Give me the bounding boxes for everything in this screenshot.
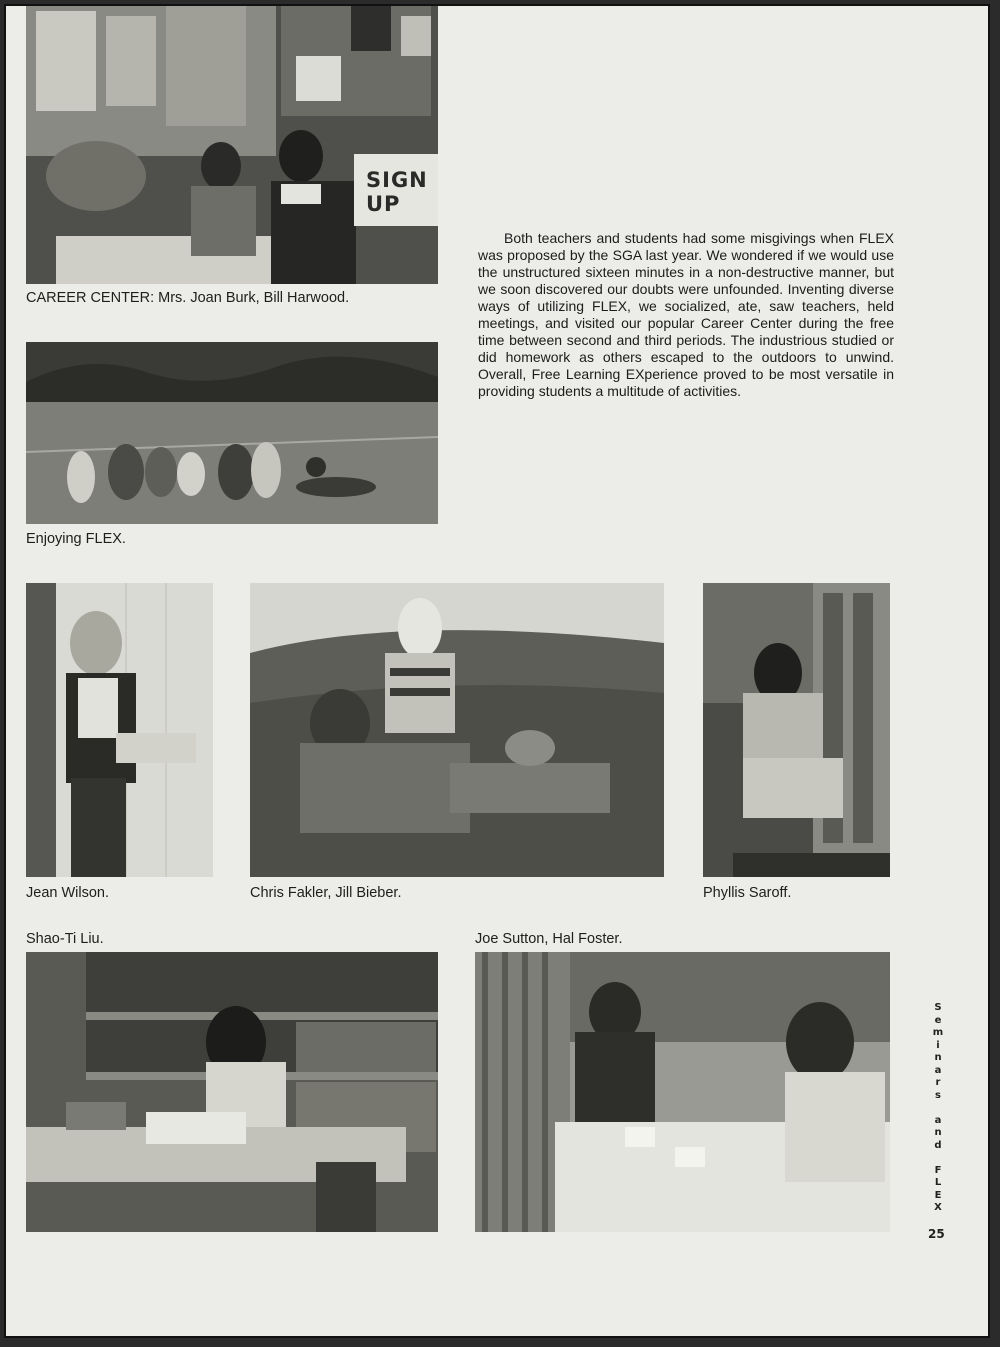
yearbook-page bbox=[4, 4, 990, 1338]
joe-hal-photo bbox=[475, 952, 890, 1232]
section-label: S e m i n a r s a n d F L E X bbox=[932, 1002, 944, 1213]
chris-jill-caption: Chris Fakler, Jill Bieber. bbox=[250, 885, 402, 901]
page-number: 25 bbox=[928, 1227, 945, 1241]
phyllis-saroff-photo bbox=[703, 583, 890, 877]
joe-hal-caption: Joe Sutton, Hal Foster. bbox=[475, 931, 623, 947]
shao-ti-liu-caption: Shao-Ti Liu. bbox=[26, 931, 104, 947]
sign-up-sign: SIGN UP bbox=[366, 168, 428, 216]
jean-wilson-photo bbox=[26, 583, 213, 877]
career-center-caption: CAREER CENTER: Mrs. Joan Burk, Bill Harwood. bbox=[26, 290, 350, 306]
enjoying-flex-caption: Enjoying FLEX. bbox=[26, 531, 126, 547]
career-center-photo bbox=[26, 6, 438, 284]
shao-ti-liu-photo bbox=[26, 952, 438, 1232]
article-text: Both teachers and students had some misgivings when FLEX was proposed by the SGA last year. We wondered if we would use the unstructured sixteen minutes in a non-destructive manner, but we soon discovered our doubts were unfounded. Inventing diverse ways of utilizing FLEX, we socialized, ate, saw teachers, held meetings, and visited our popular Career Center during the free time between second and third periods. The industrious studied or did homework as others escaped to the outdoors to unwind. Overall, Free Learning EXperience proved to be most versatile in providing students a multitude of activities. bbox=[478, 230, 894, 399]
phyllis-saroff-caption: Phyllis Saroff. bbox=[703, 885, 792, 901]
chris-jill-photo bbox=[250, 583, 664, 877]
enjoying-flex-photo bbox=[26, 342, 438, 524]
jean-wilson-caption: Jean Wilson. bbox=[26, 885, 110, 901]
